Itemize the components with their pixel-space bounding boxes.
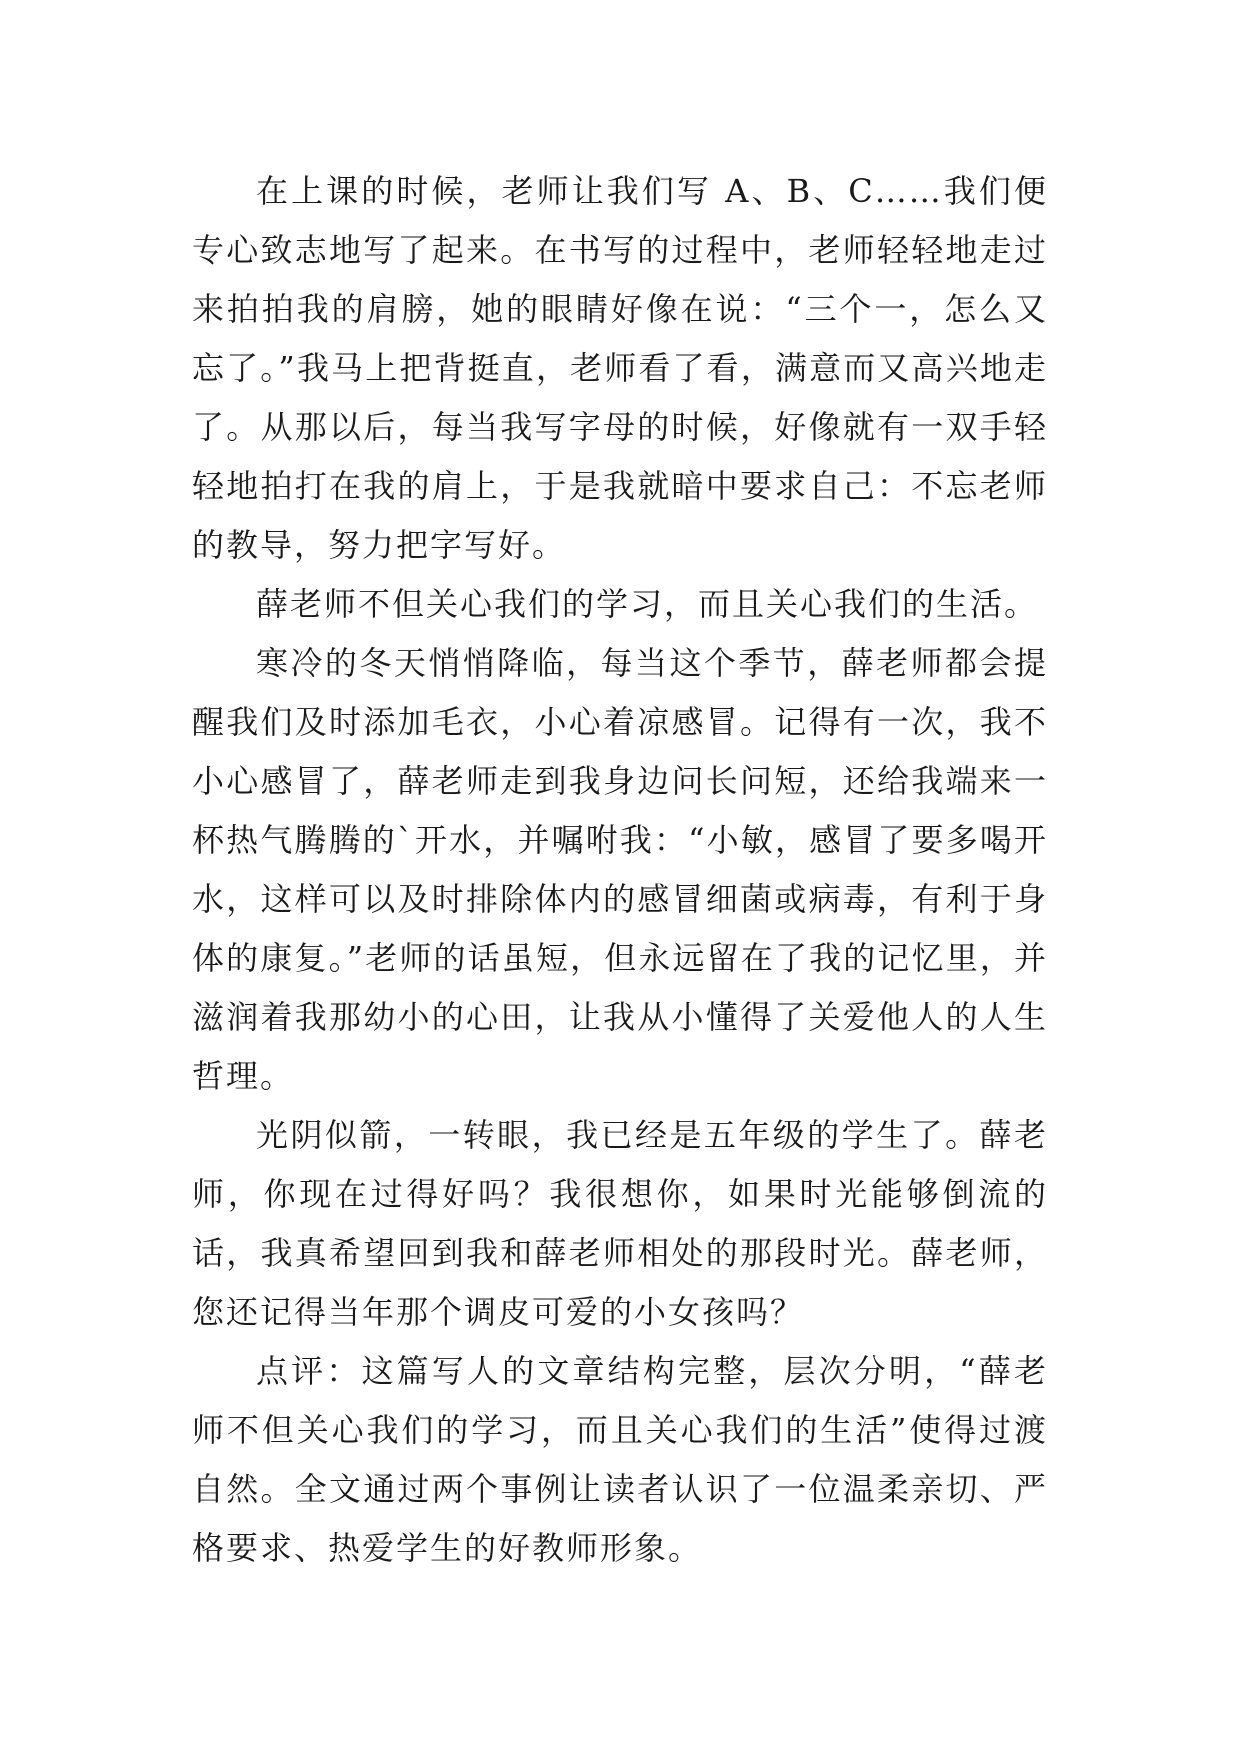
paragraph-winter-cold: 寒冷的冬天悄悄降临，每当这个季节，薛老师都会提醒我们及时添加毛衣，小心着凉感冒。记得有一次，我不小心感冒了，薛老师走到我身边问长问短，还给我端来一杯热气腾腾的`开水，并嘱咐我：“小敏，感冒了要多喝开水，这样可以及时排除体内的感冒细菌或病毒，有利于身体的康复。”老师的话虽短，但永远留在了我的记忆里，并滋润着我那幼小的心田，让我从小懂得了关爱他人的人生哲理。 <box>192 644 1048 1095</box>
paragraph-fifth-grade: 光阴似箭，一转眼，我已经是五年级的学生了。薛老师，你现在过得好吗？我很想你，如果时光能够倒流的话，我真希望回到我和薛老师相处的那段时光。薛老师，您还记得当年那个调皮可爱的小女孩吗？ <box>192 1116 1048 1331</box>
paragraph-writing-lesson: 在上课的时候，老师让我们写 A、B、C……我们便专心致志地写了起来。在书写的过程中，老师轻轻地走过来拍拍我的肩膀，她的眼睛好像在说：“三个一，怎么又忘了。”我马上把背挺直，老师看了看，满意而又高兴地走了。从那以后，每当我写字母的时候，好像就有一双手轻轻地拍打在我的肩上，于是我就暗中要求自己：不忘老师的教导，努力把字写好。 <box>192 172 1048 564</box>
paragraph-transition: 薛老师不但关心我们的学习，而且关心我们的生活。 <box>256 585 1039 623</box>
document-body <box>192 162 1048 1578</box>
paragraph-comment: 点评：这篇写人的文章结构完整，层次分明，“薛老师不但关心我们的学习，而且关心我们的生活”使得过渡自然。全文通过两个事例让读者认识了一位温柔亲切、严格要求、热爱学生的好教师形象。 <box>192 1352 1048 1567</box>
